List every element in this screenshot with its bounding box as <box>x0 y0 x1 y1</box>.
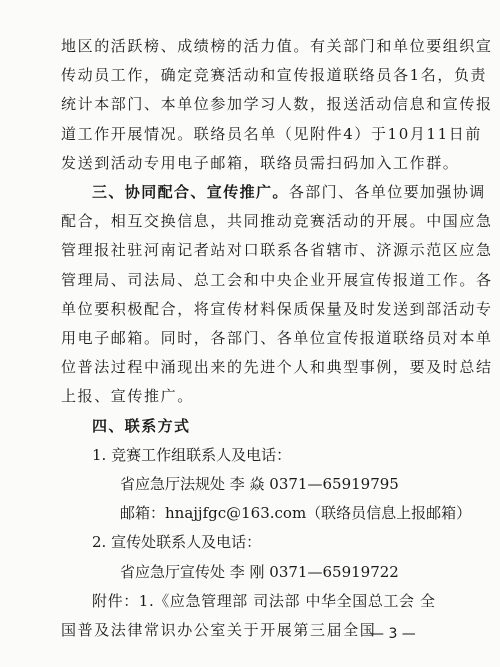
body-line-13: 上报、宣传推广。 <box>61 387 194 405</box>
body-line-8: 管理报社驻河南记者站对口联系各省辖市、济源示范区应急 <box>61 241 493 259</box>
contact-2-phone: 省应急厅宣传处 李 刚 0371—65919722 <box>120 563 399 581</box>
body-line-12: 位普法过程中涌现出来的先进个人和典型事例，要及时总结 <box>61 358 493 376</box>
section-3-line <box>92 182 486 202</box>
attachment-line-2: 国普及法律常识办公室关于开展第三届全国 <box>61 621 377 639</box>
body-line-1: 地区的活跃榜、成绩榜的活力值。有关部门和单位要组织宣 <box>61 37 493 55</box>
body-line-2: 传动员工作，确定竞赛活动和宣传报道联络员各1名，负责 <box>61 66 488 84</box>
section-4-heading: 四、联系方式 <box>92 417 191 435</box>
section-3-text: 各部门、各单位要加强协调 <box>288 183 486 201</box>
body-line-10: 单位要积极配合，将宣传材料保质保量及时发送到部活动专 <box>61 300 493 318</box>
contact-item-1: 1. 竞赛工作组联系人及电话： <box>92 446 292 464</box>
contact-1-phone: 省应急厅法规处 李 焱 0371—65919795 <box>120 475 399 493</box>
contact-1-email: 邮箱：hnajjfgc@163.com（联络员信息上报邮箱） <box>120 504 472 522</box>
body-line-11: 用电子邮箱。同时，各部门、各单位宣传报道联络员对本单 <box>61 329 493 347</box>
body-line-3: 统计本部门、本单位参加学习人数，报送活动信息和宣传报 <box>61 95 493 113</box>
body-line-9: 管理局、司法局、总工会和中央企业开展宣传报道工作。各 <box>61 271 493 289</box>
body-line-5: 发送到活动专用电子邮箱，联络员需扫码加入工作群。 <box>61 154 460 172</box>
page-number: — 3 — <box>370 626 416 642</box>
section-3-heading: 三、协同配合、宣传推广。 <box>92 183 289 201</box>
body-line-7: 配合，相互交换信息，共同推动竞赛活动的开展。中国应急 <box>61 212 493 230</box>
body-line-4: 道工作开展情况。联络员名单（见附件4）于10月11日前 <box>61 125 482 143</box>
contact-item-2: 2. 宣传处联系人及电话： <box>92 533 262 551</box>
attachment-line-1: 附件：1.《应急管理部 司法部 中华全国总工会 全 <box>92 592 436 610</box>
